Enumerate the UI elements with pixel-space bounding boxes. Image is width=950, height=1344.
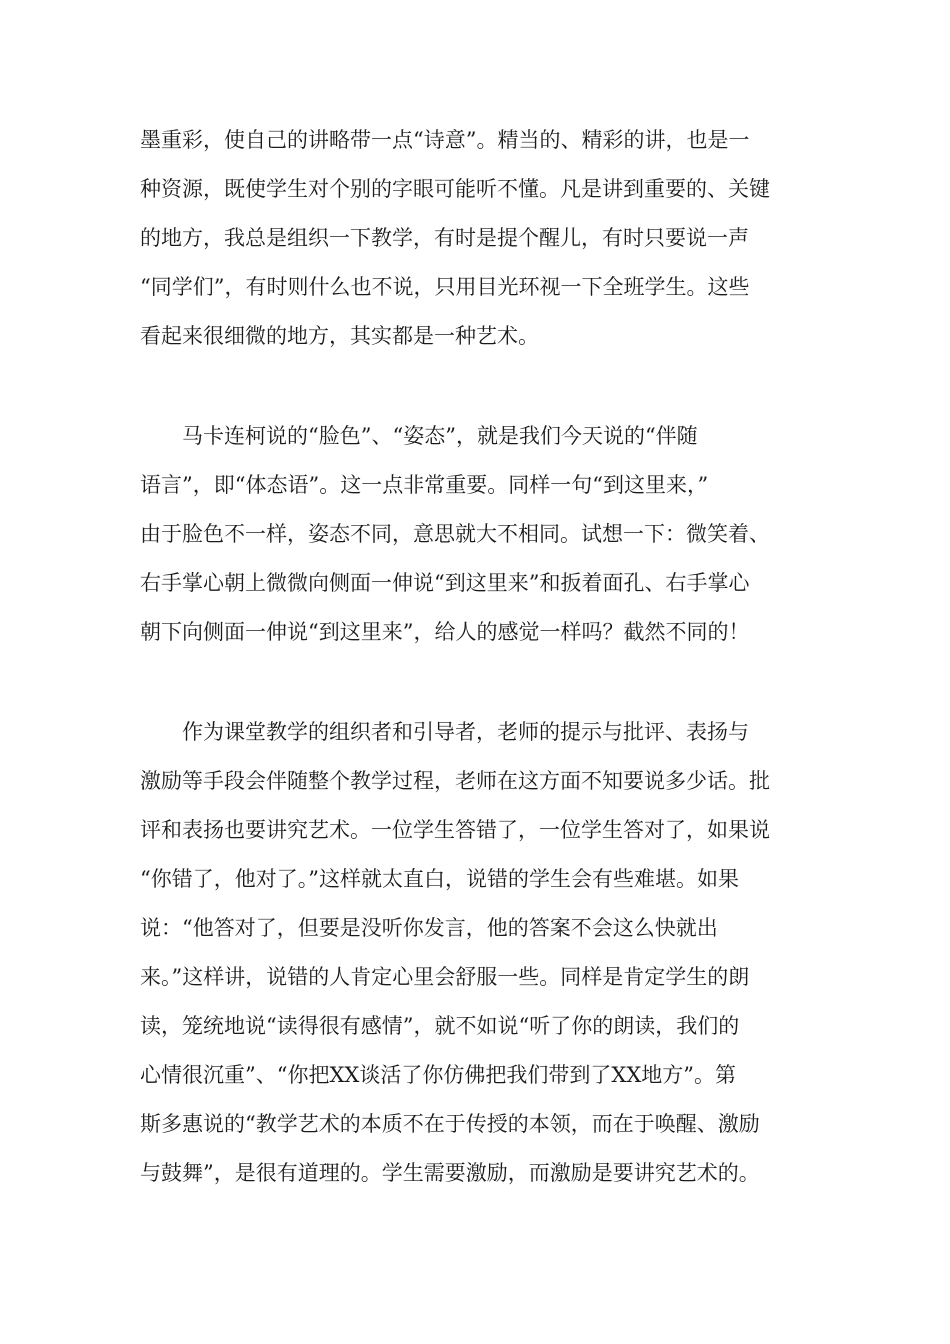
paragraph-line: 读，笼统地说“读得很有感情”，就不如说“听了你的朗读，我们的: [140, 1014, 740, 1038]
paragraph-line: 作为课堂教学的组织者和引导者，老师的提示与批评、表扬与: [140, 720, 749, 744]
paragraph-line: 语言”，即“体态语”。这一点非常重要。同样一句“到这里来，”: [140, 473, 709, 497]
paragraph-3: [140, 708, 812, 1198]
paragraph-line: “你错了，他对了。”这样就太直白，说错的学生会有些难堪。如果: [140, 867, 739, 891]
paragraph-1: [140, 116, 812, 361]
paragraph-line: 朝下向侧面一伸说“到这里来”，给人的感觉一样吗？截然不同的！: [140, 620, 750, 644]
paragraph-line: 由于脸色不一样，姿态不同，意思就大不相同。试想一下：微笑着、: [140, 522, 770, 546]
paragraph-line: 马卡连柯说的“脸色”、“姿态”，就是我们今天说的“伴随: [140, 424, 698, 448]
paragraph-line: 说：“他答对了，但要是没听你发言，他的答案不会这么快就出: [140, 916, 718, 940]
paragraph-line: 激励等手段会伴随整个教学过程，老师在这方面不知要说多少话。批: [140, 769, 770, 793]
paragraph-line: 与鼓舞”，是很有道理的。学生需要激励，而激励是要讲究艺术的。: [140, 1161, 760, 1185]
paragraph-line: 种资源，既使学生对个别的字眼可能听不懂。凡是讲到重要的、关键: [140, 177, 770, 201]
paragraph-line: “同学们”，有时则什么也不说，只用目光环视一下全班学生。这些: [140, 275, 750, 299]
paragraph-line: 心情很沉重”、“你把XX谈活了你仿佛把我们带到了XX地方”。第: [140, 1063, 737, 1087]
paragraph-line: 斯多惠说的“教学艺术的本质不在于传授的本领，而在于唤醒、激励: [140, 1112, 760, 1136]
paragraph-line: 评和表扬也要讲究艺术。一位学生答错了，一位学生答对了，如果说: [140, 818, 770, 842]
paragraph-line: 右手掌心朝上微微向侧面一伸说“到这里来”和扳着面孔、右手掌心: [140, 571, 750, 595]
paragraph-line: 看起来很细微的地方，其实都是一种艺术。: [140, 324, 539, 348]
paragraph-line: 来。”这样讲，说错的人肯定心里会舒服一些。同样是肯定学生的朗: [140, 965, 750, 989]
paragraph-line: 墨重彩，使自己的讲略带一点“诗意”。精当的、精彩的讲，也是一: [140, 128, 750, 152]
paragraph-2: [140, 412, 812, 657]
paragraph-line: 的地方，我总是组织一下教学，有时是提个醒儿，有时只要说一声: [140, 226, 749, 250]
